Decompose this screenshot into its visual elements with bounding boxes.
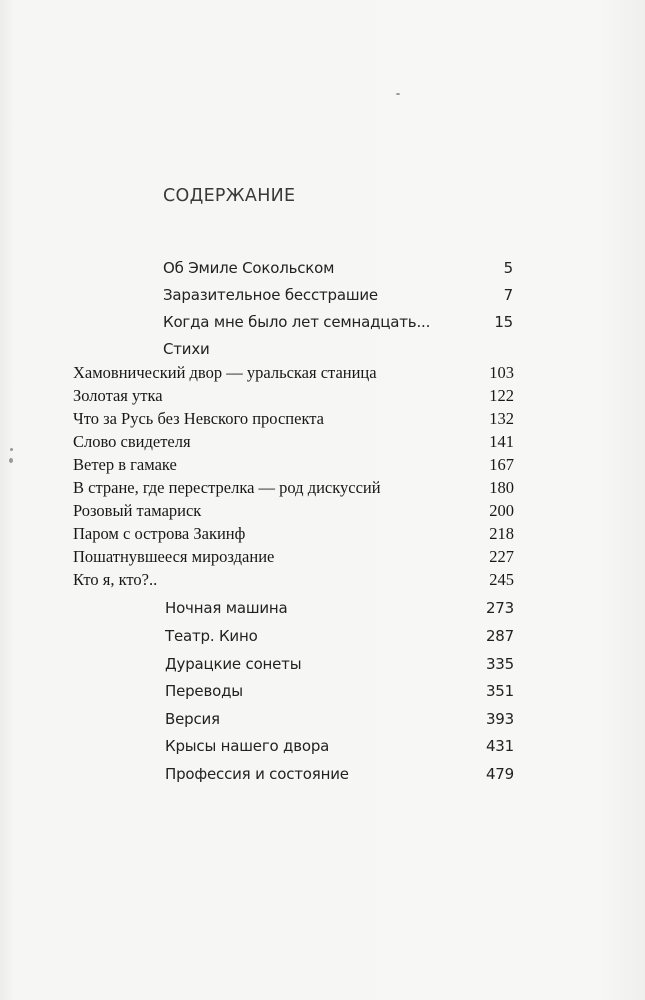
toc-entry — [73, 384, 514, 408]
toc-entry — [73, 407, 514, 431]
toc-entry-title: Театр. Кино — [165, 627, 258, 645]
toc-entry-page: 335 — [485, 655, 514, 673]
toc-entry — [165, 624, 514, 648]
toc-entry-title: Когда мне было лет семнадцать... — [163, 313, 431, 331]
toc-entry — [73, 476, 514, 500]
toc-entry-page: 227 — [489, 547, 514, 566]
toc-entry — [163, 310, 513, 334]
toc-entry — [73, 568, 514, 592]
toc-entry-title: Слово свидетеля — [73, 432, 191, 451]
toc-entry — [73, 499, 514, 523]
toc-entry-page: 200 — [489, 501, 514, 520]
toc-entry — [163, 256, 513, 280]
toc-entry — [73, 522, 514, 546]
toc-entry-page: 287 — [485, 627, 514, 645]
toc-entry-title: Об Эмиле Сокольском — [163, 259, 335, 277]
toc-entry-page: 180 — [489, 478, 514, 497]
toc-entry-title: Кто я, кто?.. — [73, 570, 158, 589]
toc-entry-title: Ветер в гамаке — [73, 455, 177, 474]
toc-entry-title: Ночная машина — [165, 599, 288, 617]
toc-entry — [165, 679, 514, 703]
toc-entry-page: 132 — [489, 409, 514, 428]
toc-entry-title: Заразительное бесстрашие — [163, 286, 378, 304]
toc-entry-page: 393 — [485, 710, 514, 728]
toc-entry — [73, 453, 514, 477]
toc-entry-page: 245 — [489, 570, 514, 589]
toc-entry-title: Версия — [165, 710, 220, 728]
toc-entry — [165, 734, 514, 758]
toc-entry-title: Стихи — [163, 340, 210, 358]
toc-entry-page: 479 — [485, 765, 514, 783]
toc-entry — [165, 652, 514, 676]
toc-entry-page: 218 — [489, 524, 514, 543]
toc-entry-page: 5 — [503, 259, 513, 277]
toc-entry — [165, 762, 514, 786]
toc-entry-page: 103 — [489, 363, 514, 382]
toc-entry-page: 351 — [485, 682, 514, 700]
toc-entry — [163, 283, 513, 307]
toc-entry-page: 15 — [494, 313, 513, 331]
toc-entry-title: Золотая утка — [73, 386, 163, 405]
toc-entry-title: Паром с острова Закинф — [73, 524, 246, 543]
toc-entry-title: Розовый тамариск — [73, 501, 202, 520]
toc-entry-title: Дурацкие сонеты — [165, 655, 302, 673]
toc-entry-title: В стране, где перестрелка — род дискуссий — [73, 478, 381, 497]
toc-heading: СОДЕРЖАНИЕ — [163, 186, 296, 206]
toc-entry — [163, 337, 513, 361]
print-speck — [10, 448, 13, 451]
toc-entry — [73, 361, 514, 385]
toc-entry-title: Хамовнический двор — уральская станица — [73, 363, 377, 382]
print-speck — [9, 458, 13, 463]
toc-entry — [165, 707, 514, 731]
toc-entry-title: Профессия и состояние — [165, 765, 349, 783]
toc-entry-title: Пошатнувшееся мироздание — [73, 547, 275, 566]
toc-entry-page: 273 — [485, 599, 514, 617]
toc-entry — [73, 545, 514, 569]
toc-entry-page: 7 — [503, 286, 513, 304]
toc-entry-title: Что за Русь без Невского проспекта — [73, 409, 324, 428]
toc-entry — [165, 596, 514, 620]
toc-entry-page: 122 — [489, 386, 514, 405]
toc-entry-page: 167 — [489, 455, 514, 474]
toc-entry — [73, 430, 514, 454]
toc-entry-page: 141 — [489, 432, 514, 451]
toc-entry-page: 431 — [485, 737, 514, 755]
toc-entry-title: Крысы нашего двора — [165, 737, 330, 755]
toc-entry-title: Переводы — [165, 682, 243, 700]
print-speck — [396, 93, 400, 95]
